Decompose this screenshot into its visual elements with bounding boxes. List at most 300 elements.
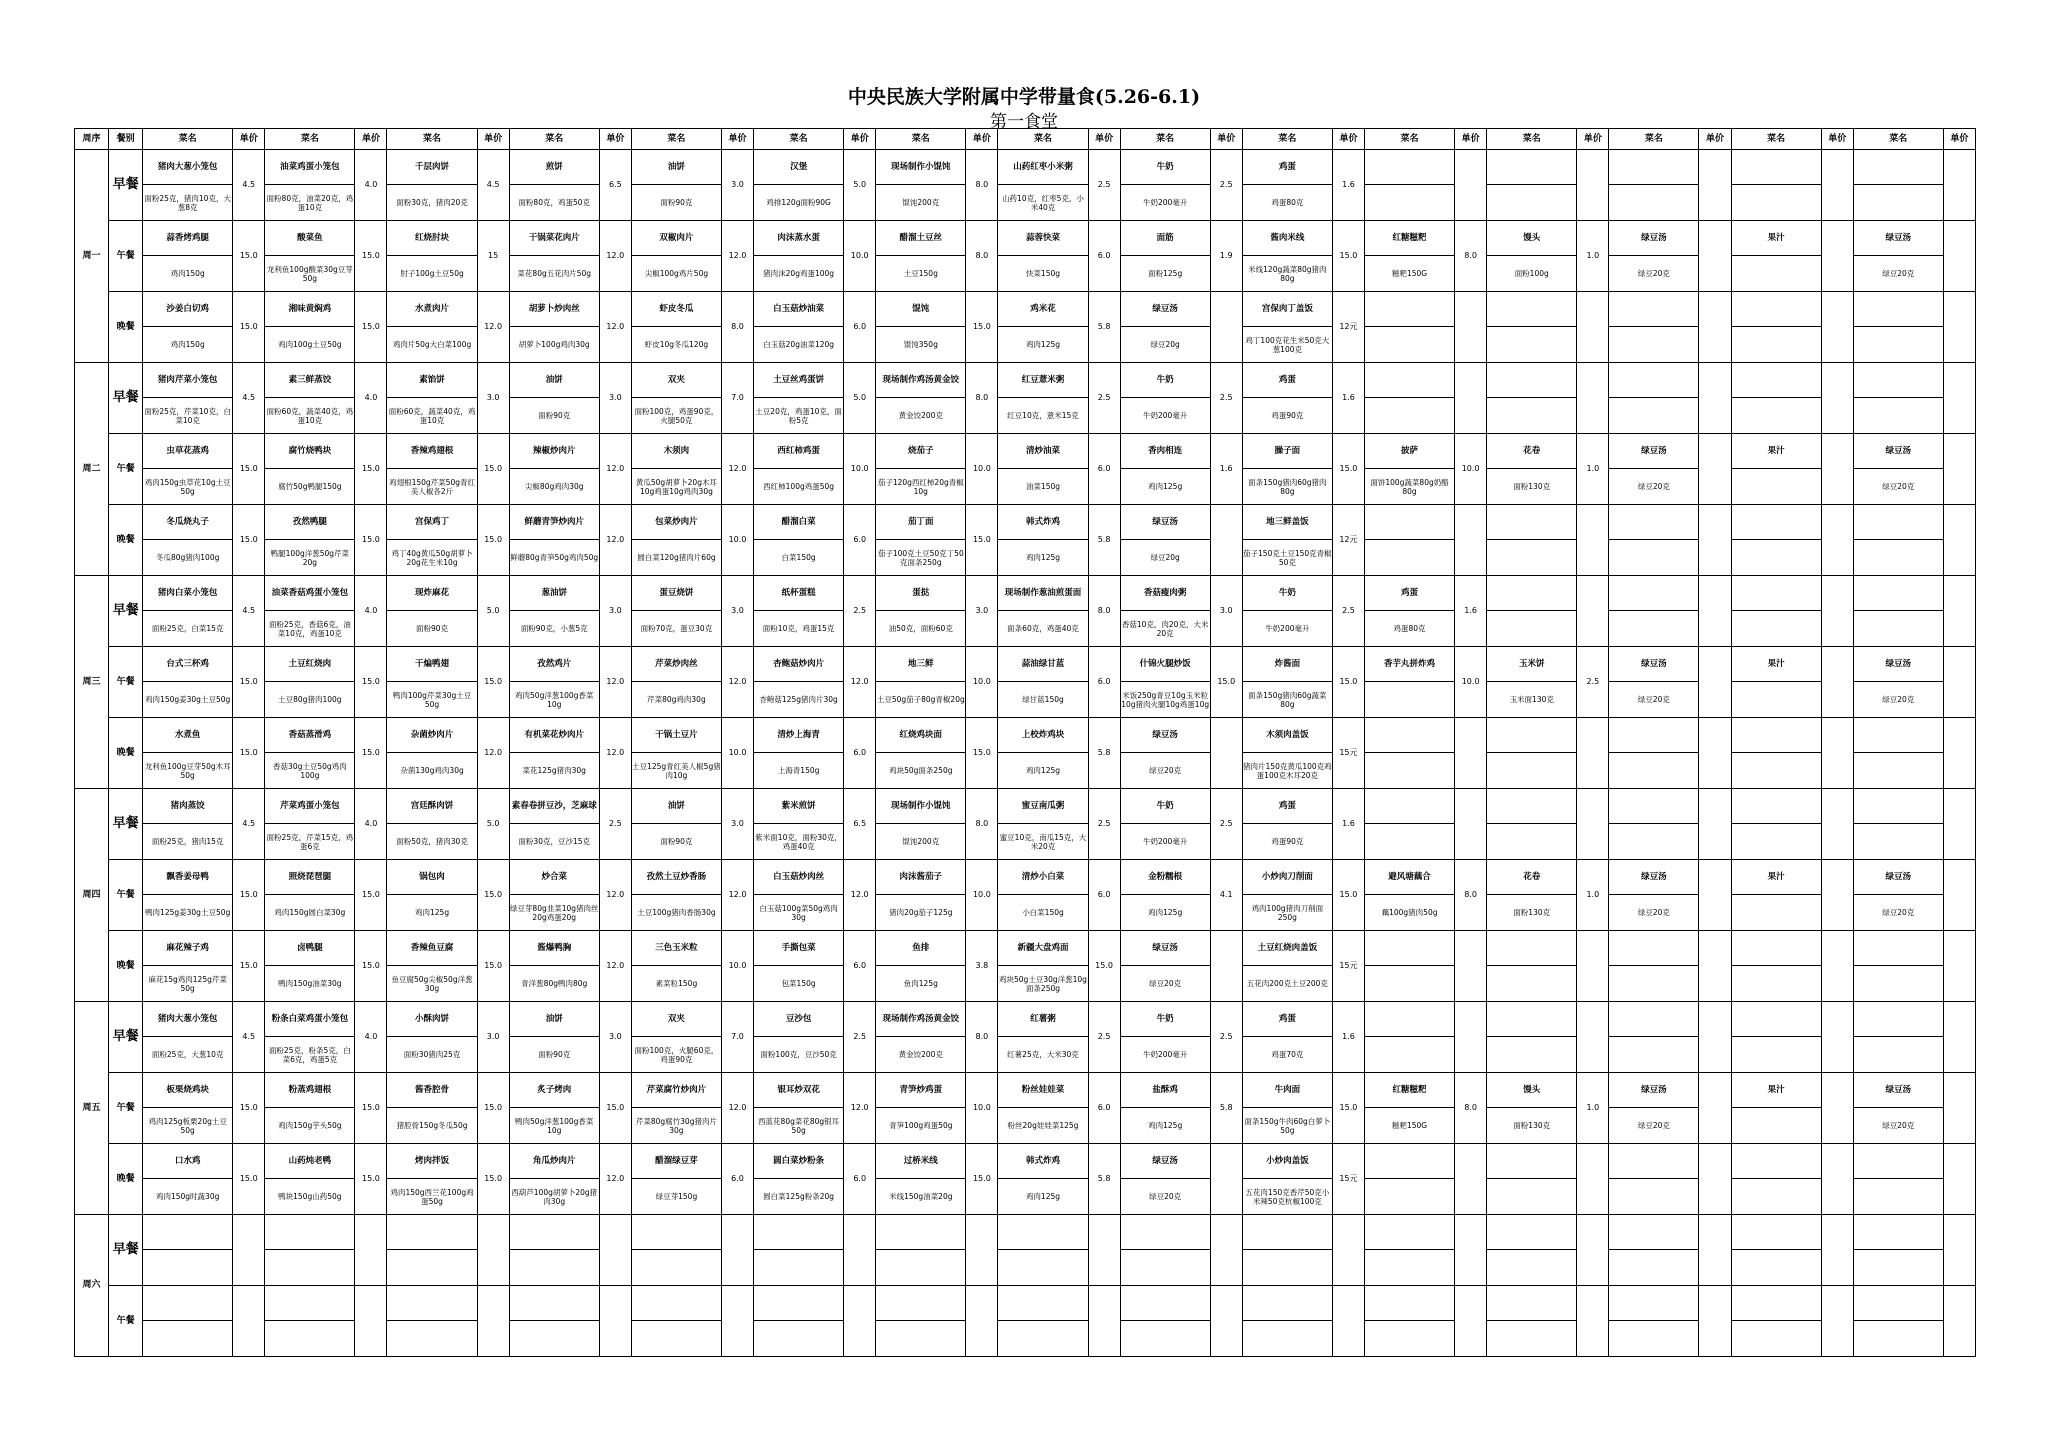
dish-ingredients: 鲜蘑80g青笋50g鸡肉50g — [509, 540, 599, 576]
dish-ingredients: 黄金饺200克 — [876, 398, 966, 434]
dish-price — [1455, 150, 1487, 221]
dish-price — [1943, 931, 1975, 1002]
day-label: 周四 — [75, 789, 109, 1002]
dish-ingredients: 菜花125g猪肉30g — [509, 753, 599, 789]
dish-ingredients — [1120, 1321, 1210, 1357]
dish-ingredients — [631, 1250, 721, 1286]
dish-price: 3.8 — [966, 931, 998, 1002]
dish-name: 芹菜腐竹炒肉片 — [631, 1073, 721, 1108]
dish-price — [966, 1286, 998, 1357]
dish-price: 15.0 — [599, 1073, 631, 1144]
dish-ingredients: 馄饨200克 — [876, 824, 966, 860]
dish-ingredients: 面粉60克，蔬菜40克，鸡蛋10克 — [387, 398, 477, 434]
dish-price — [1943, 789, 1975, 860]
dish-price: 6.0 — [844, 931, 876, 1002]
dish-ingredients: 鸡肉125g — [1120, 895, 1210, 931]
header-unit-price: 单价 — [477, 129, 509, 150]
dish-ingredients — [1487, 327, 1577, 363]
dish-name — [265, 1215, 355, 1250]
dish-ingredients — [1487, 611, 1577, 647]
dish-price: 15.0 — [1332, 1073, 1364, 1144]
dish-ingredients: 面粉90克 — [509, 1037, 599, 1073]
header-dish-name: 菜名 — [876, 129, 966, 150]
dish-price — [1577, 292, 1609, 363]
dish-ingredients: 面粉70克，蛋豆30克 — [631, 611, 721, 647]
dish-name: 地三鲜 — [876, 647, 966, 682]
dish-ingredients: 鸡肉150g虫草花10g土豆50g — [143, 469, 233, 505]
dish-name: 油菜香菇鸡蛋小笼包 — [265, 576, 355, 611]
meal-row — [75, 150, 1976, 185]
dish-name: 香芋丸拼炸鸡 — [1364, 647, 1454, 682]
dish-name: 素三鲜蒸饺 — [265, 363, 355, 398]
dish-ingredients: 小白菜150g — [998, 895, 1088, 931]
dish-price: 15.0 — [355, 434, 387, 505]
dish-name: 葱油饼 — [509, 576, 599, 611]
dish-name — [1609, 363, 1699, 398]
dish-name: 素馅饼 — [387, 363, 477, 398]
dish-ingredients: 馄饨200克 — [876, 185, 966, 221]
dish-price: 1.6 — [1332, 1002, 1364, 1073]
dish-ingredients — [1242, 1250, 1332, 1286]
dish-ingredients — [1731, 824, 1821, 860]
dish-price: 15.0 — [233, 718, 265, 789]
dish-ingredients — [1731, 1250, 1821, 1286]
meal-row — [75, 576, 1976, 611]
dish-ingredients: 面条150g牛肉60g白萝卜50g — [1242, 1108, 1332, 1144]
dish-ingredients: 牛奶200毫升 — [1120, 824, 1210, 860]
dish-ingredients: 鸡肉125g — [998, 753, 1088, 789]
dish-name: 烧茄子 — [876, 434, 966, 469]
page-title: 中央民族大学附属中学带量食(5.26-6.1) — [847, 86, 1201, 108]
meal-label: 午餐 — [109, 1286, 143, 1357]
dish-price: 12.0 — [599, 647, 631, 718]
dish-price — [1699, 221, 1731, 292]
dish-price: 15.0 — [355, 292, 387, 363]
dish-price: 15元 — [1332, 931, 1364, 1002]
dish-ingredients: 西葫芦100g胡萝卜20g猪肉30g — [509, 1179, 599, 1215]
header-unit-price: 单价 — [966, 129, 998, 150]
dish-name: 蛋挞 — [876, 576, 966, 611]
dish-name: 醋溜白菜 — [754, 505, 844, 540]
dish-price — [1577, 150, 1609, 221]
dish-ingredients: 牛奶200毫升 — [1120, 1037, 1210, 1073]
dish-ingredients — [998, 1250, 1088, 1286]
dish-name — [1609, 1215, 1699, 1250]
meal-label: 晚餐 — [109, 1144, 143, 1215]
dish-ingredients — [1364, 682, 1454, 718]
dish-price: 15.0 — [477, 505, 509, 576]
dish-name: 红烧肘块 — [387, 221, 477, 256]
dish-name: 鱼排 — [876, 931, 966, 966]
dish-price — [1332, 1286, 1364, 1357]
dish-price: 15.0 — [966, 292, 998, 363]
dish-name: 猪肉蒸饺 — [143, 789, 233, 824]
dish-ingredients — [1487, 753, 1577, 789]
dish-ingredients: 鸭腿100g洋葱50g芹菜20g — [265, 540, 355, 576]
dish-ingredients — [1364, 398, 1454, 434]
dish-price: 8.0 — [1455, 221, 1487, 292]
dish-name — [1609, 789, 1699, 824]
dish-price: 1.6 — [1332, 150, 1364, 221]
dish-name: 千层肉饼 — [387, 150, 477, 185]
dish-name: 盐酥鸡 — [1120, 1073, 1210, 1108]
dish-price — [1088, 1215, 1120, 1286]
dish-price: 12.0 — [599, 292, 631, 363]
meal-label: 晚餐 — [109, 931, 143, 1002]
dish-price: 8.0 — [721, 292, 753, 363]
dish-ingredients: 素菜粒150g — [631, 966, 721, 1002]
dish-name — [1364, 1286, 1454, 1321]
meal-row — [75, 221, 1976, 256]
dish-name — [1609, 931, 1699, 966]
dish-name — [1364, 931, 1454, 966]
dish-price: 4.5 — [233, 789, 265, 860]
header-dish-name: 菜名 — [631, 129, 721, 150]
dish-name — [998, 1286, 1088, 1321]
dish-price — [233, 1286, 265, 1357]
dish-name — [1609, 1286, 1699, 1321]
dish-price: 5.0 — [844, 150, 876, 221]
dish-name: 酱香腔骨 — [387, 1073, 477, 1108]
dish-name: 红豆薏米粥 — [998, 363, 1088, 398]
dish-name — [509, 1286, 599, 1321]
dish-name: 花卷 — [1487, 860, 1577, 895]
dish-ingredients: 鸭肉100g芹菜30g土豆50g — [387, 682, 477, 718]
dish-ingredients — [1731, 398, 1821, 434]
dish-name: 土豆红烧肉 — [265, 647, 355, 682]
header-day: 周序 — [75, 129, 109, 150]
dish-price: 6.0 — [1088, 647, 1120, 718]
dish-price: 12.0 — [721, 434, 753, 505]
dish-price: 15.0 — [477, 860, 509, 931]
dish-price: 12.0 — [477, 718, 509, 789]
dish-ingredients — [1609, 966, 1699, 1002]
dish-ingredients: 面粉25克，猪肉15克 — [143, 824, 233, 860]
header-dish-name: 菜名 — [1609, 129, 1699, 150]
dish-ingredients — [1731, 1321, 1821, 1357]
dish-ingredients: 面粉90克 — [509, 398, 599, 434]
dish-name — [876, 1286, 966, 1321]
dish-name: 猪肉大葱小笼包 — [143, 1002, 233, 1037]
dish-price — [1210, 1144, 1242, 1215]
dish-ingredients: 粉丝20g娃娃菜125g — [998, 1108, 1088, 1144]
dish-name: 杏鲍菇炒肉片 — [754, 647, 844, 682]
dish-name: 现炸麻花 — [387, 576, 477, 611]
meal-row — [75, 860, 1976, 895]
dish-ingredients: 牛奶200毫升 — [1242, 611, 1332, 647]
dish-price — [1699, 789, 1731, 860]
dish-name: 玉米饼 — [1487, 647, 1577, 682]
dish-name: 煎饼 — [509, 150, 599, 185]
dish-name: 猪肉白菜小笼包 — [143, 576, 233, 611]
dish-name — [1609, 1144, 1699, 1179]
dish-ingredients — [1364, 1037, 1454, 1073]
dish-name: 绿豆汤 — [1853, 860, 1943, 895]
dish-price: 10.0 — [1455, 434, 1487, 505]
dish-price — [1821, 292, 1853, 363]
dish-ingredients: 绿豆20克 — [1609, 469, 1699, 505]
dish-price: 5.8 — [1210, 1073, 1242, 1144]
dish-price — [233, 1215, 265, 1286]
dish-name: 粉条白菜鸡蛋小笼包 — [265, 1002, 355, 1037]
dish-name: 过桥米线 — [876, 1144, 966, 1179]
dish-ingredients: 面饼100g蔬菜80g奶酪80g — [1364, 469, 1454, 505]
dish-price — [1821, 647, 1853, 718]
dish-ingredients: 面粉90克 — [387, 611, 477, 647]
dish-price: 15.0 — [355, 1073, 387, 1144]
dish-price: 12.0 — [599, 931, 631, 1002]
dish-price: 8.0 — [966, 363, 998, 434]
dish-name: 台式三杯鸡 — [143, 647, 233, 682]
dish-price — [1210, 1215, 1242, 1286]
dish-price: 12.0 — [477, 292, 509, 363]
meal-row — [75, 789, 1976, 824]
dish-ingredients: 五花肉200克土豆200克 — [1242, 966, 1332, 1002]
header-dish-name: 菜名 — [143, 129, 233, 150]
dish-ingredients: 鸡肉150g时蔬30g — [143, 1179, 233, 1215]
dish-price: 2.5 — [599, 789, 631, 860]
dish-ingredients: 鸡肉150g西兰花100g鸡蛋50g — [387, 1179, 477, 1215]
header-unit-price: 单价 — [1943, 129, 1975, 150]
dish-ingredients: 鸡肉150g姜30g土豆50g — [143, 682, 233, 718]
dish-ingredients: 胡萝卜100g鸡肉30g — [509, 327, 599, 363]
dish-name — [1853, 1144, 1943, 1179]
dish-name: 上校炸鸡块 — [998, 718, 1088, 753]
dish-price: 15.0 — [233, 931, 265, 1002]
meal-label: 午餐 — [109, 860, 143, 931]
dish-name: 鸡蛋 — [1242, 150, 1332, 185]
dish-price — [721, 1215, 753, 1286]
dish-price — [1210, 718, 1242, 789]
dish-price — [1699, 718, 1731, 789]
dish-name — [1487, 1215, 1577, 1250]
dish-price: 5.0 — [477, 789, 509, 860]
dish-price: 4.0 — [355, 363, 387, 434]
dish-price: 2.5 — [1088, 789, 1120, 860]
dish-ingredients: 面粉100克，鸡蛋90克，火腿50克 — [631, 398, 721, 434]
dish-ingredients: 面粉60克，蔬菜40克，鸡蛋10克 — [265, 398, 355, 434]
dish-name: 鸡蛋 — [1242, 789, 1332, 824]
dish-name — [1487, 576, 1577, 611]
dish-name: 小炒肉盖饭 — [1242, 1144, 1332, 1179]
dish-name: 宫保鸡丁 — [387, 505, 477, 540]
dish-ingredients — [1364, 185, 1454, 221]
dish-price: 6.0 — [1088, 860, 1120, 931]
dish-ingredients: 绿豆20克 — [1853, 256, 1943, 292]
dish-ingredients: 绿豆20克 — [1853, 895, 1943, 931]
dish-ingredients: 鸡块50g土豆30g洋葱10g面条250g — [998, 966, 1088, 1002]
dish-ingredients — [1609, 185, 1699, 221]
dish-name — [1487, 150, 1577, 185]
dish-ingredients: 五花肉150克香芹50克小米辣50克杭椒100克 — [1242, 1179, 1332, 1215]
dish-name: 锅包肉 — [387, 860, 477, 895]
dish-ingredients: 面粉25克，芹菜15克，鸡蛋6克 — [265, 824, 355, 860]
dish-price: 1.0 — [1577, 434, 1609, 505]
dish-ingredients — [1731, 1037, 1821, 1073]
dish-name — [1853, 505, 1943, 540]
dish-ingredients: 香菇10克，肉20克，大米20克 — [1120, 611, 1210, 647]
dish-name: 绿豆汤 — [1120, 931, 1210, 966]
dish-price: 15.0 — [966, 505, 998, 576]
dish-price: 4.5 — [477, 150, 509, 221]
dish-name: 汉堡 — [754, 150, 844, 185]
dish-price: 7.0 — [721, 363, 753, 434]
dish-price: 15.0 — [355, 931, 387, 1002]
dish-name: 木须肉 — [631, 434, 721, 469]
dish-ingredients: 鸡肉125g — [998, 327, 1088, 363]
dish-name: 绿豆汤 — [1120, 292, 1210, 327]
dish-price — [1455, 931, 1487, 1002]
dish-price: 10.0 — [966, 434, 998, 505]
dish-name: 酸菜鱼 — [265, 221, 355, 256]
dish-name — [754, 1286, 844, 1321]
dish-ingredients: 黄瓜50g胡萝卜20g木耳10g鸡蛋10g鸡肉30g — [631, 469, 721, 505]
dish-price: 6.0 — [844, 505, 876, 576]
dish-ingredients — [1364, 1250, 1454, 1286]
dish-ingredients: 面粉10克，鸡蛋15克 — [754, 611, 844, 647]
dish-name: 蒜油绿甘蓝 — [998, 647, 1088, 682]
dish-ingredients: 鸡肉150g — [143, 256, 233, 292]
meal-row — [75, 292, 1976, 327]
dish-ingredients: 茄子120g西红柿20g青椒10g — [876, 469, 966, 505]
dish-name: 牛奶 — [1120, 363, 1210, 398]
header-dish-name: 菜名 — [387, 129, 477, 150]
dish-price: 15.0 — [233, 1144, 265, 1215]
dish-price — [1943, 1144, 1975, 1215]
dish-name — [1853, 789, 1943, 824]
dish-price: 2.5 — [1577, 647, 1609, 718]
dish-price: 8.0 — [966, 1002, 998, 1073]
dish-price — [1577, 505, 1609, 576]
dish-name: 虫草花蒸鸡 — [143, 434, 233, 469]
dish-ingredients: 绿豆20克 — [1609, 256, 1699, 292]
dish-name: 什锦火腿炒饭 — [1120, 647, 1210, 682]
dish-ingredients: 猪肉片150克黄瓜100克鸡蛋100克木耳20克 — [1242, 753, 1332, 789]
dish-price: 10.0 — [844, 434, 876, 505]
dish-ingredients — [1487, 185, 1577, 221]
dish-price: 15.0 — [355, 1144, 387, 1215]
dish-name: 口水鸡 — [143, 1144, 233, 1179]
header-dish-name: 菜名 — [1487, 129, 1577, 150]
dish-price — [844, 1286, 876, 1357]
dish-ingredients — [509, 1321, 599, 1357]
meal-label: 午餐 — [109, 434, 143, 505]
dish-name: 现场制作鸡汤黄金饺 — [876, 363, 966, 398]
dish-ingredients: 面粉30克，猪肉20克 — [387, 185, 477, 221]
dish-name: 芹菜炒肉丝 — [631, 647, 721, 682]
dish-ingredients: 绿豆20g — [1120, 540, 1210, 576]
dish-name: 绿豆汤 — [1609, 221, 1699, 256]
dish-name: 照烧琵琶腿 — [265, 860, 355, 895]
dish-ingredients — [1487, 1250, 1577, 1286]
header-unit-price: 单价 — [844, 129, 876, 150]
dish-ingredients — [143, 1321, 233, 1357]
dish-ingredients — [1731, 1179, 1821, 1215]
dish-price: 1.6 — [1455, 576, 1487, 647]
dish-name: 芹菜鸡蛋小笼包 — [265, 789, 355, 824]
dish-ingredients: 鸡肉150g圆白菜30g — [265, 895, 355, 931]
dish-ingredients: 鱼肉125g — [876, 966, 966, 1002]
dish-ingredients: 圆白菜120g猪肉片60g — [631, 540, 721, 576]
dish-price — [1699, 647, 1731, 718]
dish-name: 韩式炸鸡 — [998, 1144, 1088, 1179]
dish-name: 炙子烤肉 — [509, 1073, 599, 1108]
dish-name: 炸酱面 — [1242, 647, 1332, 682]
dish-ingredients: 绿豆20克 — [1120, 1179, 1210, 1215]
dish-price: 5.8 — [1088, 1144, 1120, 1215]
dish-ingredients: 面粉90克，小葱5克 — [509, 611, 599, 647]
dish-ingredients — [1487, 1321, 1577, 1357]
dish-name — [265, 1286, 355, 1321]
meal-row — [75, 505, 1976, 540]
dish-price: 12.0 — [844, 1073, 876, 1144]
dish-name: 烤肉拌饭 — [387, 1144, 477, 1179]
dish-price: 5.0 — [477, 576, 509, 647]
dish-name: 果汁 — [1731, 1073, 1821, 1108]
header-unit-price: 单价 — [599, 129, 631, 150]
dish-name — [1364, 718, 1454, 753]
dish-name: 披萨 — [1364, 434, 1454, 469]
dish-name: 土豆红烧肉盖饭 — [1242, 931, 1332, 966]
header-dish-name: 菜名 — [1731, 129, 1821, 150]
menu-table — [74, 128, 1976, 1357]
dish-ingredients: 鸡蛋90克 — [1242, 398, 1332, 434]
meal-row — [75, 647, 1976, 682]
dish-price — [1943, 860, 1975, 931]
dish-ingredients — [265, 1321, 355, 1357]
dish-ingredients: 鸡肉150g — [143, 327, 233, 363]
dish-ingredients: 白菜150g — [754, 540, 844, 576]
dish-price: 5.8 — [1088, 292, 1120, 363]
dish-name — [1853, 292, 1943, 327]
dish-price: 15 — [477, 221, 509, 292]
dish-price: 15.0 — [233, 434, 265, 505]
dish-price: 4.5 — [233, 1002, 265, 1073]
dish-name: 鸡蛋 — [1242, 363, 1332, 398]
dish-price — [1699, 931, 1731, 1002]
dish-ingredients: 鱼豆腐50g尖椒50g洋葱30g — [387, 966, 477, 1002]
dish-price: 1.9 — [1210, 221, 1242, 292]
dish-ingredients — [1731, 611, 1821, 647]
dish-ingredients — [1487, 966, 1577, 1002]
meal-label: 午餐 — [109, 1073, 143, 1144]
dish-price — [1577, 718, 1609, 789]
dish-ingredients: 玉米面130克 — [1487, 682, 1577, 718]
dish-price: 15.0 — [355, 718, 387, 789]
dish-ingredients: 圆白菜125g粉条20g — [754, 1179, 844, 1215]
dish-ingredients — [1731, 540, 1821, 576]
dish-price: 15.0 — [1332, 221, 1364, 292]
dish-name — [387, 1286, 477, 1321]
dish-ingredients: 面粉30克，豆沙15克 — [509, 824, 599, 860]
meal-row — [75, 1073, 1976, 1108]
meal-row — [75, 931, 1976, 966]
header-dish-name: 菜名 — [265, 129, 355, 150]
dish-name: 茄丁面 — [876, 505, 966, 540]
dish-name: 牛奶 — [1120, 150, 1210, 185]
dish-price — [1332, 1215, 1364, 1286]
dish-price — [1210, 292, 1242, 363]
dish-price — [721, 1286, 753, 1357]
meal-label: 早餐 — [109, 1002, 143, 1073]
dish-ingredients — [1853, 611, 1943, 647]
dish-name — [1853, 718, 1943, 753]
dish-price — [1699, 576, 1731, 647]
dish-name: 果汁 — [1731, 647, 1821, 682]
dish-ingredients: 茄子100克土豆50克丁50克面条250g — [876, 540, 966, 576]
dish-ingredients — [1609, 1321, 1699, 1357]
dish-name: 辣椒炒肉片 — [509, 434, 599, 469]
